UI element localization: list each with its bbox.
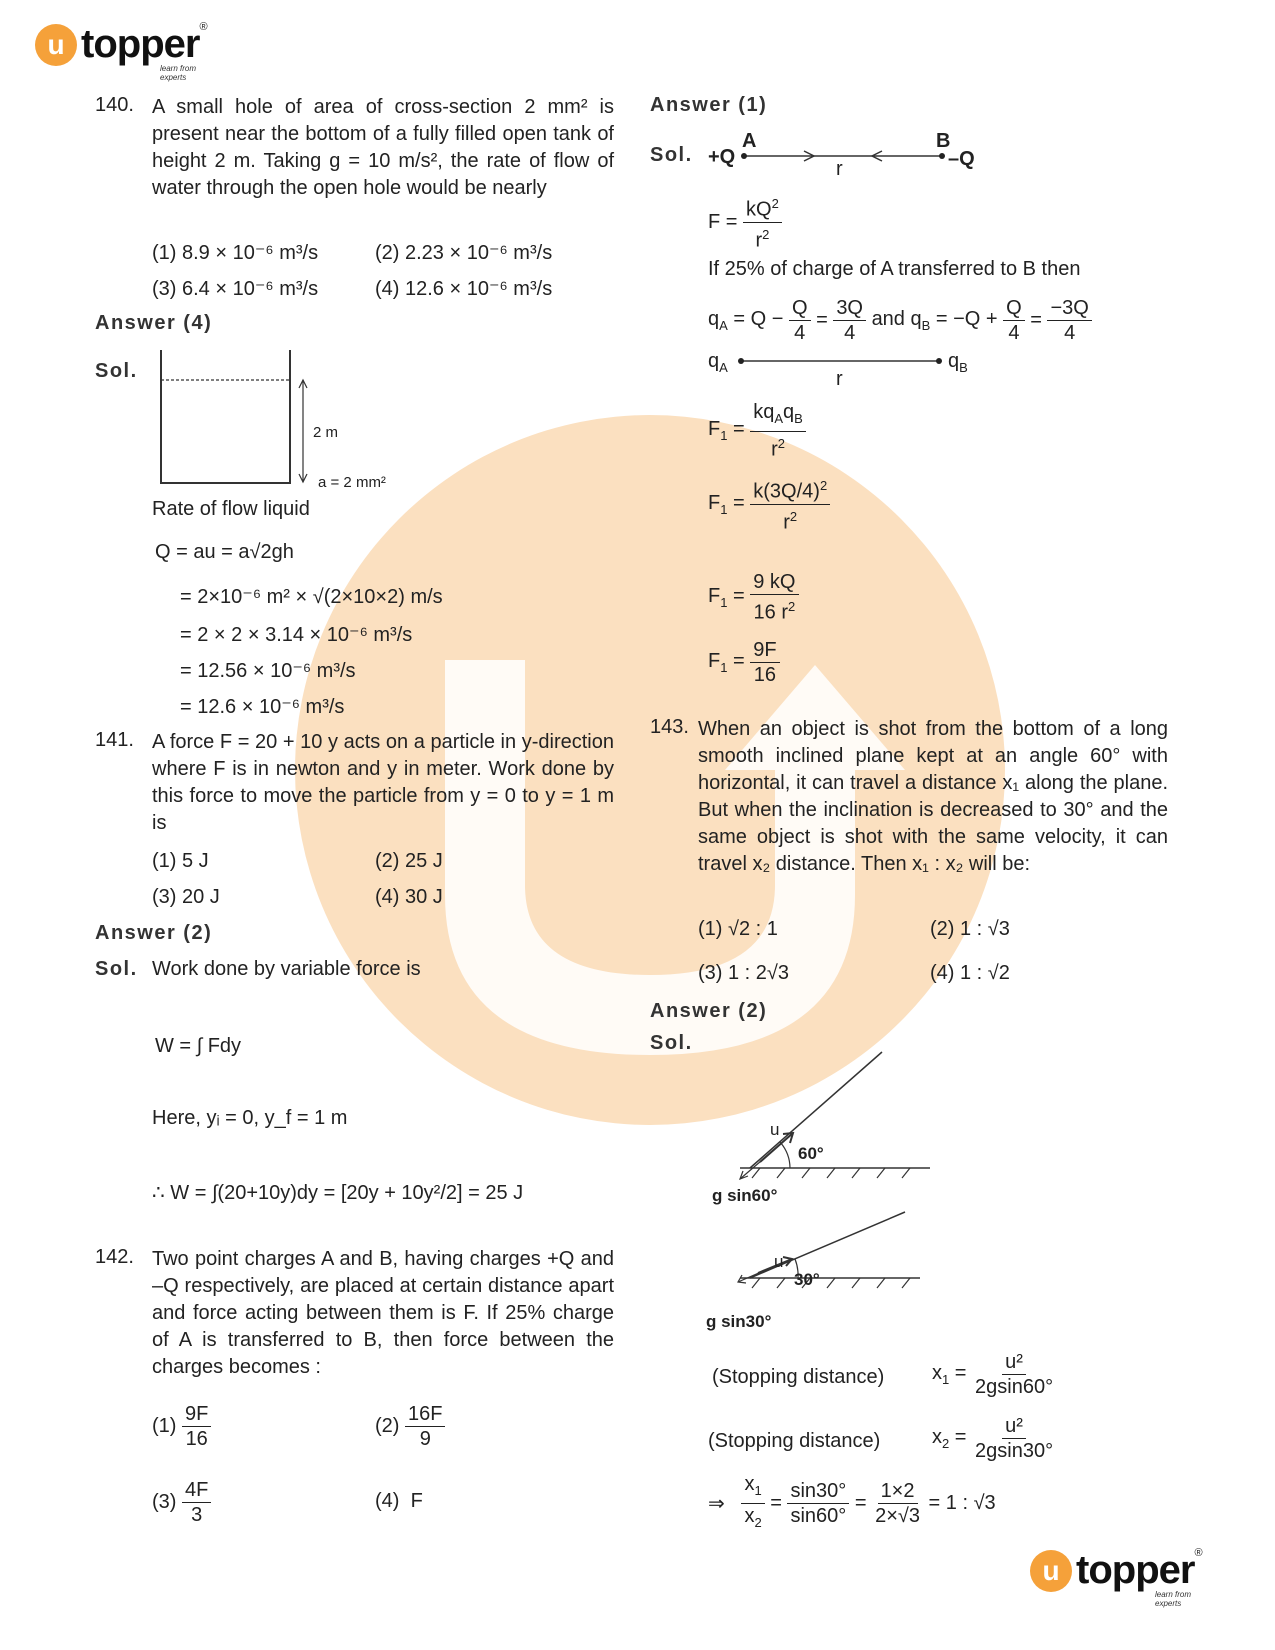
x1-eq: $x_1$ = $\frac{\text{u²}}{2gsin60^\circ}$: [932, 1350, 1056, 1399]
charge-b-label: B: [936, 130, 951, 152]
topper-logo-footer: [1030, 1546, 1203, 1608]
charge-minus-q: –Q: [948, 148, 975, 170]
incline-60-diagram: [720, 1050, 940, 1190]
fig1-angle-label: 60°: [798, 1144, 824, 1163]
registered-mark: ®: [199, 20, 208, 33]
distance-r-label-2: r: [836, 368, 843, 390]
q141-option-2: (2) 25 J: [375, 850, 443, 872]
distance-r-label: r: [836, 158, 843, 180]
coulomb-force-eq: F = $\frac{kQ^2}{r^2}$: [708, 192, 782, 252]
tank-diagram: [155, 348, 415, 493]
logo-tagline: learn from experts: [1155, 1590, 1192, 1608]
option-text: F: [410, 1490, 423, 1512]
frac-num: u²: [1002, 1414, 1026, 1439]
rate-of-flow-label: Rate of flow liquid: [152, 498, 310, 520]
q140-step-5: = 12.6 × 10⁻⁶ m³/s: [180, 696, 345, 718]
topper-logo: [35, 20, 208, 82]
stopping-label-2: (Stopping distance): [708, 1430, 881, 1452]
q140-step-4: = 12.56 × 10⁻⁶ m³/s: [180, 660, 356, 682]
option-label: (3): [152, 1491, 177, 1513]
frac-den: 9: [419, 1428, 431, 1450]
logo-wordmark: topper: [81, 22, 200, 66]
q141-option-1: (1) 5 J: [152, 850, 209, 872]
option-label: (4): [375, 1490, 400, 1512]
new-charges-eq: $q_A = Q$ − $\frac{Q}{4}$ = $\frac{3Q}{4}$ and $q_B = -Q$ + $\frac{Q}{4}$ = $\frac{-3Q}{4}$: [708, 296, 1092, 345]
incline-30-diagram: [720, 1210, 940, 1300]
logo-wordmark: topper: [1076, 1548, 1195, 1592]
transfer-text: If 25% of charge of A transferred to B then: [708, 258, 1081, 280]
q140-option-3: (3) 6.4 × 10⁻⁶ m³/s: [152, 278, 319, 300]
qb-label: $q_B$: [948, 350, 968, 375]
q141-number: 141.: [95, 729, 134, 751]
q141-sol-label: Sol.: [95, 958, 138, 980]
q142-option-3: [152, 1478, 211, 1527]
frac-den: 3: [191, 1504, 203, 1526]
q141-option-3: (3) 20 J: [152, 886, 220, 908]
frac-den: 2gsin60°: [975, 1376, 1054, 1398]
q140-step-1: Q = au = a√2gh: [155, 541, 294, 563]
q143-number: 143.: [650, 716, 689, 738]
q140-option-2: (2) 2.23 × 10⁻⁶ m³/s: [375, 242, 553, 264]
frac-num: 1×2: [878, 1479, 918, 1504]
q140-step-2: = 2×10⁻⁶ m² × √(2×10×2) m/s: [180, 586, 443, 608]
x2-eq: $x_2$ = $\frac{\text{u²}}{2gsin30^\circ}$: [932, 1414, 1056, 1463]
frac-num: 16F: [405, 1402, 445, 1427]
qa-label: $q_A$: [708, 350, 728, 375]
q141-sol-text: Work done by variable force is: [152, 958, 421, 980]
q143-text: When an object is shot from the bottom of a long smooth inclined plane kept at an angle 60° with horizontal, it can travel a distance x₁ along the plane. But when the inclination is decreased to 30° and the same object is shot with the same velocity, it can travel x₂ distance. Then x₁ : x₂ will be:: [698, 718, 1168, 875]
charge-plus-q: +Q: [708, 146, 736, 168]
fig2-u-label: u: [774, 1252, 784, 1271]
q140-step-3: = 2 × 2 × 3.14 × 10⁻⁶ m³/s: [180, 624, 413, 646]
f1-eq-2: $F_1$ = $\frac{k(3Q/4)^2}{r^2}$: [708, 474, 830, 534]
q142-sol-label: Sol.: [650, 144, 693, 166]
limits-text: Here, yᵢ = 0, y_f = 1 m: [152, 1107, 348, 1129]
q140-option-4: (4) 12.6 × 10⁻⁶ m³/s: [375, 278, 553, 300]
q143-option-1: (1) √2 : 1: [698, 918, 778, 940]
q140-sol-label: Sol.: [95, 360, 138, 382]
q142-option-1: [152, 1402, 211, 1451]
q142-answer: Answer (1): [650, 94, 768, 116]
work-integral-eq: W = ∫ Fdy: [155, 1035, 242, 1057]
q143-option-3: (3) 1 : 2√3: [698, 962, 790, 984]
q140-number: 140.: [95, 94, 134, 116]
ratio-result: = 1 : √3: [928, 1492, 996, 1514]
option-label: (2): [375, 1415, 400, 1437]
q143-answer: Answer (2): [650, 1000, 768, 1022]
f1-eq-4: $F_1$ = $\frac{9F}{16}$: [708, 638, 780, 687]
ratio-eq: ⇒ $\frac{x_1}{x_2}$ = $\frac{\sin 30^\circ}{\sin 60^\circ}$ = $\frac{1\times 2}{2\times√3}$ = 1 : √3: [708, 1473, 996, 1530]
q143-option-4: (4) 1 : √2: [930, 962, 1010, 984]
frac-num: u²: [1002, 1350, 1026, 1375]
frac-num: 9F: [182, 1402, 211, 1427]
q140-text: A small hole of area of cross-section 2 mm² is present near the bottom of a fully filled open tank of height 2 m. Taking g = 10 m/s², the rate of flow of water through the open hole would be nearly: [152, 96, 614, 199]
fig2-angle-label: 30°: [794, 1270, 820, 1289]
q141-answer: Answer (2): [95, 922, 213, 944]
f1-eq-1: $F_1$ = $\frac{kq_Aq_B}{r^2}$: [708, 400, 806, 462]
tank-area-label: a = 2 mm²: [318, 474, 386, 491]
q140-answer: Answer (4): [95, 312, 213, 334]
f1-eq-3: $F_1$ = $\frac{9 kQ}{16 r^2}$: [708, 570, 799, 625]
frac-num: 4F: [182, 1478, 211, 1503]
stopping-label-1: (Stopping distance): [712, 1366, 885, 1388]
and-word: and: [871, 308, 905, 330]
frac-den: 2gsin30°: [975, 1440, 1054, 1462]
q142-number: 142.: [95, 1246, 134, 1268]
charge-a-label: A: [742, 130, 757, 152]
q142-option-2: [375, 1402, 445, 1451]
logo-tagline: learn from experts: [160, 64, 197, 82]
fig1-g-label: g sin60°: [712, 1186, 778, 1205]
tank-height-label: 2 m: [313, 424, 339, 441]
q141-text: A force F = 20 + 10 y acts on a particle in y-direction where F is in newton and y in meter. Work done by this force to move the particle from y = 0 to y = 1 m is: [152, 731, 614, 834]
work-result-eq: ∴ W = ∫(20+10y)dy = [20y + 10y²/2] = 25 J: [152, 1182, 524, 1204]
registered-mark: ®: [1194, 1546, 1203, 1559]
logo-u-icon: u: [35, 24, 77, 66]
option-label: (1): [152, 1415, 177, 1437]
frac-den: 16: [185, 1428, 208, 1450]
q143-option-2: (2) 1 : √3: [930, 918, 1010, 940]
logo-u-icon: u: [1030, 1550, 1072, 1592]
q141-option-4: (4) 30 J: [375, 886, 443, 908]
q143-sol-label: Sol.: [650, 1032, 693, 1054]
fig1-u-label: u: [770, 1120, 780, 1139]
q140-option-1: (1) 8.9 × 10⁻⁶ m³/s: [152, 242, 319, 264]
q142-text: Two point charges A and B, having charges +Q and –Q respectively, are placed at certain distance apart and force acting between them is F. If 25% charge of A is transferred to B, then force between the charges becomes :: [152, 1248, 614, 1378]
q142-option-4: [375, 1490, 423, 1513]
fig2-g-label: g sin30°: [706, 1312, 772, 1331]
frac-den: 2×√3: [875, 1505, 920, 1527]
